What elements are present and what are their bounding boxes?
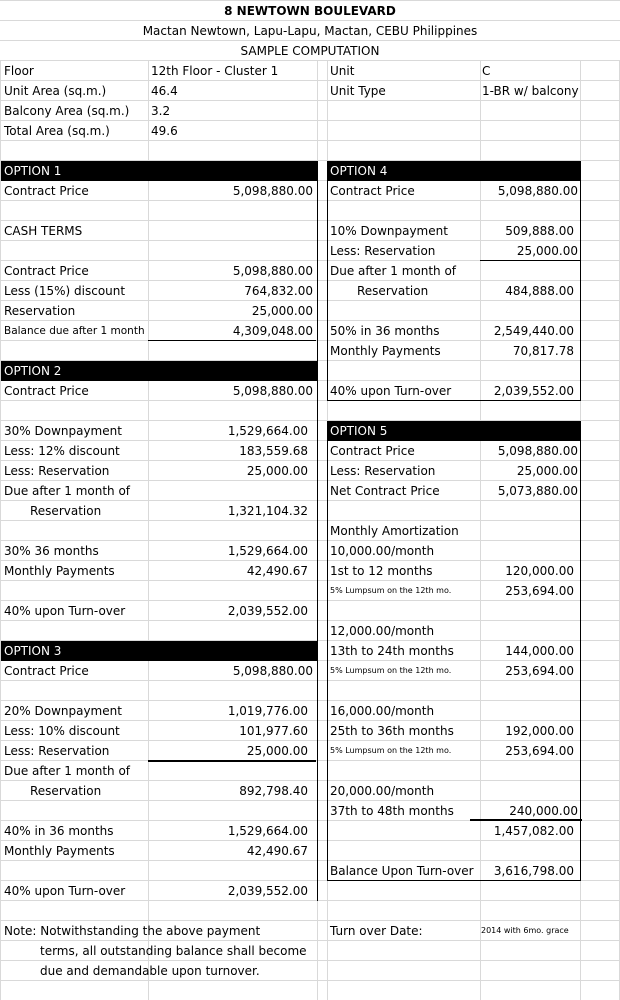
option5-p1-lump-label: 5% Lumpsum on the 12th mo. — [330, 586, 452, 595]
option5-p1-total: 120,000.00 — [505, 564, 574, 578]
option1-contract-price2: 5,098,880.00 — [232, 264, 313, 278]
option5-p3-total: 192,000.00 — [505, 724, 574, 738]
floor-label: Floor — [4, 64, 34, 78]
option3-36months: 1,529,664.00 — [227, 824, 308, 838]
option4-reservation-label: Less: Reservation — [330, 244, 436, 258]
option2-reservation: 25,000.00 — [246, 464, 308, 478]
option5-p3-lump-label: 5% Lumpsum on the 12th mo. — [330, 746, 452, 755]
option4-dp-label: 10% Downpayment — [330, 224, 448, 238]
option2-dp: 1,529,664.00 — [227, 424, 308, 438]
option3-turnover-label: 40% upon Turn-over — [4, 884, 126, 898]
option3-36months-label: 40% in 36 months — [4, 824, 114, 838]
option3-reservation-label: Less: Reservation — [4, 744, 110, 758]
option5-p1-rate: 10,000.00/month — [330, 544, 435, 558]
unit-value: C — [482, 64, 491, 78]
option5-left-border — [327, 421, 328, 881]
option5-p2-lump-label: 5% Lumpsum on the 12th mo. — [330, 666, 452, 675]
total-area-label: Total Area (sq.m.) — [4, 124, 110, 138]
option1-title: OPTION 1 — [4, 164, 62, 178]
option4-monthly-label: Monthly Payments — [330, 344, 441, 358]
option5-p1-range: 1st to 12 months — [330, 564, 433, 578]
option4-due-label2: Reservation — [357, 284, 429, 298]
unit-area-label: Unit Area (sq.m.) — [4, 84, 107, 98]
option4-36months-label: 50% in 36 months — [330, 324, 440, 338]
option1-balance-label: Balance due after 1 month — [4, 325, 145, 337]
footer-note-line3: due and demandable upon turnover. — [40, 964, 260, 978]
option5-sum: 1,457,082.00 — [493, 824, 574, 838]
option5-reservation: 25,000.00 — [516, 464, 578, 478]
total-area-value: 49.6 — [151, 124, 178, 138]
option2-monthly: 42,490.67 — [246, 564, 308, 578]
option5-contract-price: 5,098,880.00 — [497, 444, 578, 458]
option3-contract-price: 5,098,880.00 — [232, 664, 313, 678]
option5-p3-range: 25th to 36th months — [330, 724, 454, 738]
address: Mactan Newtown, Lapu-Lapu, Mactan, CEBU Philippines — [142, 24, 478, 38]
option2-discount: 183,559.68 — [239, 444, 308, 458]
subtitle: SAMPLE COMPUTATION — [240, 44, 380, 58]
option2-turnover: 2,039,552.00 — [227, 604, 308, 618]
option2-36months-label: 30% 36 months — [4, 544, 99, 558]
balcony-area-label: Balcony Area (sq.m.) — [4, 104, 130, 118]
unit-area-value: 46.4 — [151, 84, 178, 98]
option5-p2-total: 144,000.00 — [505, 644, 574, 658]
option2-reservation-label: Less: Reservation — [4, 464, 110, 478]
option4-36months: 2,549,440.00 — [493, 324, 574, 338]
option1-discount-label: Less (15%) discount — [4, 284, 126, 298]
unit-label: Unit — [330, 64, 355, 78]
option3-due-label2: Reservation — [30, 784, 102, 798]
option3-contract-price-label: Contract Price — [4, 664, 89, 678]
option4-monthly: 70,817.78 — [512, 344, 574, 358]
option4-contract-price: 5,098,880.00 — [497, 184, 578, 198]
option2-title: OPTION 2 — [4, 364, 62, 378]
option1-reservation: 25,000.00 — [251, 304, 313, 318]
option3-dp: 1,019,776.00 — [227, 704, 308, 718]
option3-monthly: 42,490.67 — [246, 844, 308, 858]
option1-reservation-label: Reservation — [4, 304, 76, 318]
option5-p2-rate: 12,000.00/month — [330, 624, 435, 638]
option3-discount: 101,977.60 — [239, 724, 308, 738]
turnover-date-value: 2014 with 6mo. grace — [481, 926, 569, 935]
unit-type-value: 1-BR w/ balcony — [482, 84, 579, 98]
option2-monthly-label: Monthly Payments — [4, 564, 115, 578]
option4-turnover: 2,039,552.00 — [493, 384, 574, 398]
unit-type-label: Unit Type — [330, 84, 386, 98]
option5-balance-label: Balance Upon Turn-over — [330, 864, 474, 878]
option5-net: 5,073,880.00 — [497, 484, 578, 498]
option5-p4-range: 37th to 48th months — [330, 804, 454, 818]
turnover-date-label: Turn over Date: — [330, 924, 423, 938]
option5-balance: 3,616,798.00 — [493, 864, 574, 878]
option5-amort-label: Monthly Amortization — [330, 524, 459, 538]
option3-title: OPTION 3 — [4, 644, 62, 658]
footer-note-line2: terms, all outstanding balance shall become — [40, 944, 307, 958]
option2-due-label2: Reservation — [30, 504, 102, 518]
page-title: 8 NEWTOWN BOULEVARD — [224, 4, 396, 18]
option1-contract-price2-label: Contract Price — [4, 264, 89, 278]
option2-due-label: Due after 1 month of — [4, 484, 131, 498]
option1-contract-price-label: Contract Price — [4, 184, 89, 198]
option4-title: OPTION 4 — [330, 164, 388, 178]
footer-note-line1: Note: Notwithstanding the above payment — [4, 924, 261, 938]
option5-p1-lump: 253,694.00 — [505, 584, 574, 598]
option5-p3-rate: 16,000.00/month — [330, 704, 435, 718]
option5-contract-price-label: Contract Price — [330, 444, 415, 458]
option3-due: 892,798.40 — [239, 784, 308, 798]
option5-right-border — [580, 421, 581, 881]
option1-contract-price: 5,098,880.00 — [232, 184, 313, 198]
balcony-area-value: 3.2 — [151, 104, 171, 118]
option5-title: OPTION 5 — [330, 424, 388, 438]
option5-p2-lump: 253,694.00 — [505, 664, 574, 678]
option3-due-label: Due after 1 month of — [4, 764, 131, 778]
option4-right-border — [580, 161, 581, 401]
floor-value: 12th Floor - Cluster 1 — [151, 64, 279, 78]
option2-due: 1,321,104.32 — [227, 504, 308, 518]
option2-turnover-label: 40% upon Turn-over — [4, 604, 126, 618]
option5-reservation-label: Less: Reservation — [330, 464, 436, 478]
option3-monthly-label: Monthly Payments — [4, 844, 115, 858]
option5-p4-total: 240,000.00 — [509, 804, 578, 818]
option2-contract-price: 5,098,880.00 — [232, 384, 313, 398]
option4-turnover-label: 40% upon Turn-over — [330, 384, 452, 398]
option3-reservation: 25,000.00 — [246, 744, 308, 758]
option2-contract-price-label: Contract Price — [4, 384, 89, 398]
option5-p2-range: 13th to 24th months — [330, 644, 454, 658]
option2-discount-label: Less: 12% discount — [4, 444, 120, 458]
option5-p4-rate: 20,000.00/month — [330, 784, 435, 798]
option5-net-label: Net Contract Price — [330, 484, 440, 498]
option4-due-label: Due after 1 month of — [330, 264, 457, 278]
option3-dp-label: 20% Downpayment — [4, 704, 122, 718]
option4-left-border — [327, 161, 328, 401]
option5-p3-lump: 253,694.00 — [505, 744, 574, 758]
option4-due: 484,888.00 — [505, 284, 574, 298]
option1-cash-terms: CASH TERMS — [4, 224, 83, 238]
option2-36months: 1,529,664.00 — [227, 544, 308, 558]
option4-contract-price-label: Contract Price — [330, 184, 415, 198]
option3-discount-label: Less: 10% discount — [4, 724, 120, 738]
option2-dp-label: 30% Downpayment — [4, 424, 122, 438]
left-column-divider — [317, 161, 318, 901]
option4-dp: 509,888.00 — [505, 224, 574, 238]
option3-turnover: 2,039,552.00 — [227, 884, 308, 898]
option4-reservation: 25,000.00 — [516, 244, 578, 258]
option1-discount: 764,832.00 — [244, 284, 313, 298]
option1-balance: 4,309,048.00 — [232, 324, 313, 338]
